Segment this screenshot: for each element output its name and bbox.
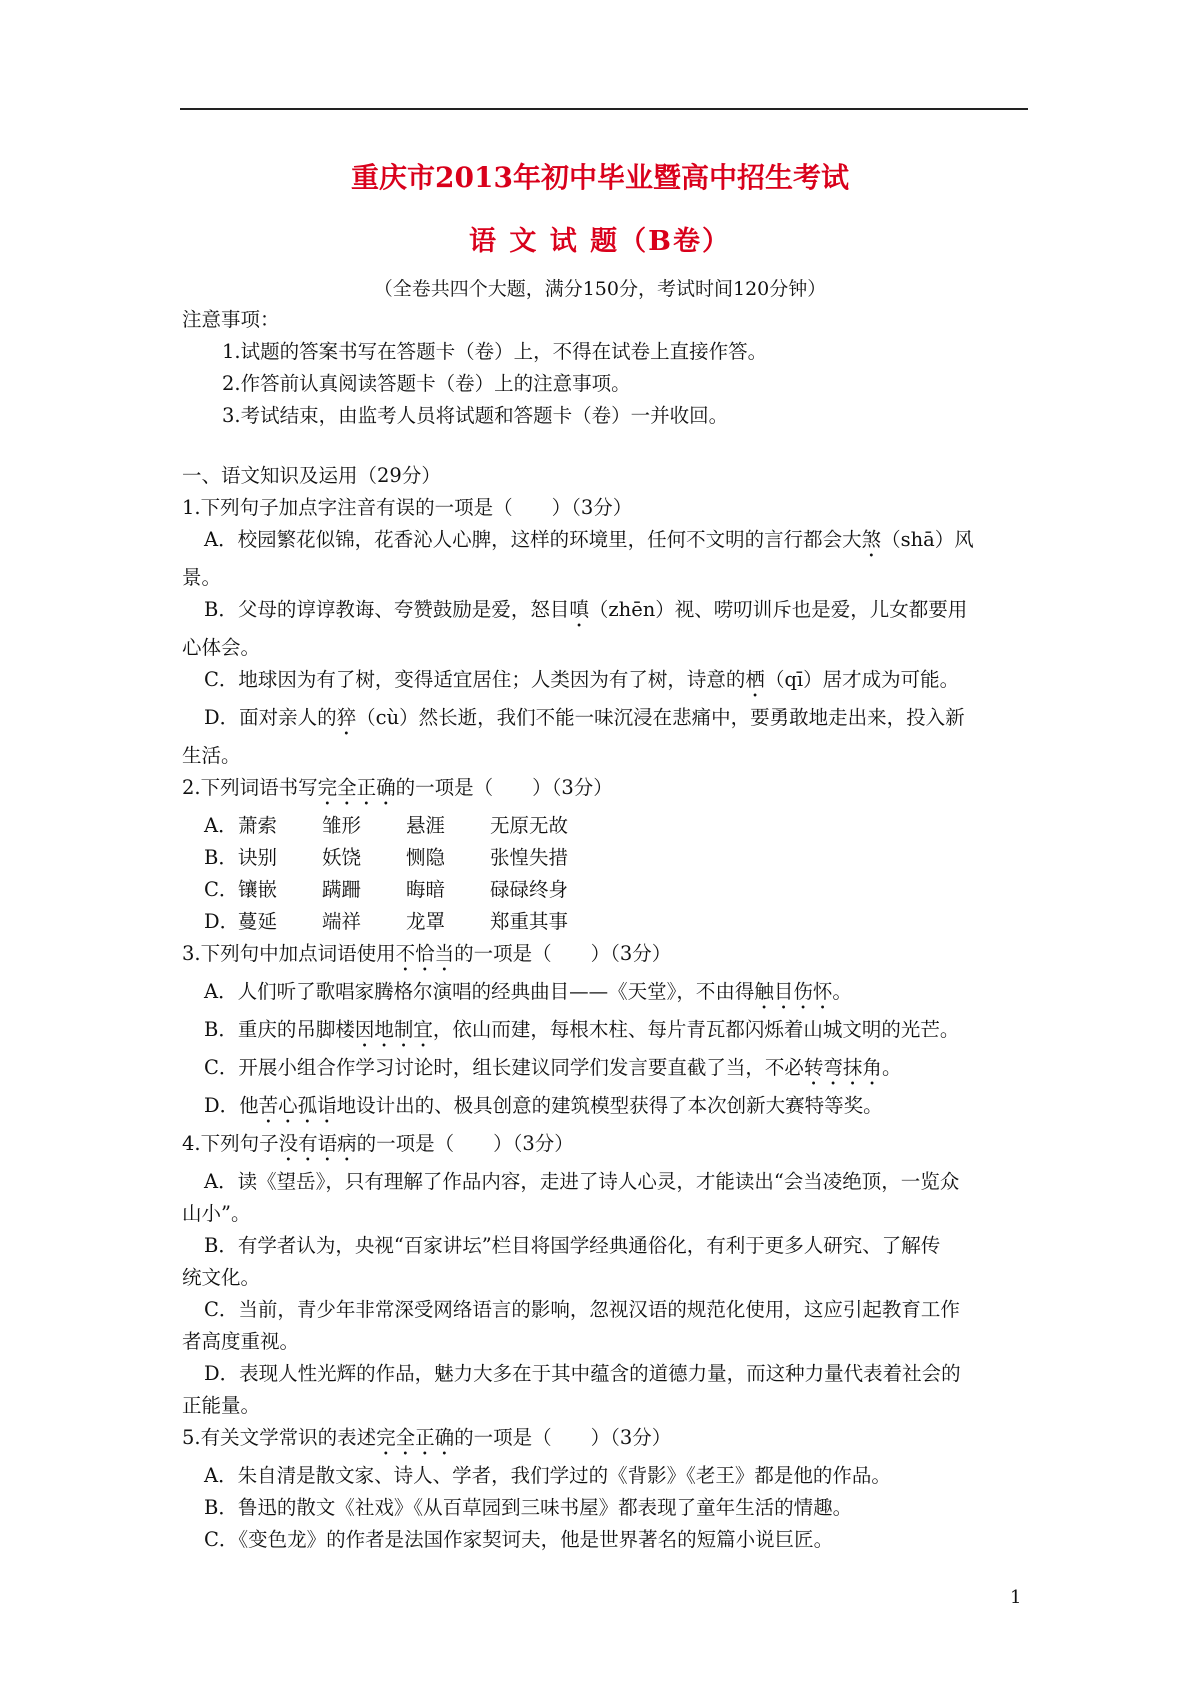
- dotted-word: 完全正确: [376, 1426, 455, 1449]
- section-gap: [182, 432, 1028, 460]
- question-2-stem: 2.下列词语书写完全正确的一项是（ ）（3分）: [182, 776, 613, 799]
- question-4-option-b-cont: 统文化。: [182, 1266, 261, 1289]
- question-3-stem: 3.下列句中加点词语使用不恰当的一项是（ ）（3分）: [182, 942, 672, 965]
- question-2-option-c: C．镶嵌 蹒跚 晦暗 碌碌终身: [204, 878, 569, 901]
- exam-info: （全卷共四个大题，满分150分，考试时间120分钟）: [373, 278, 827, 300]
- question-1-option-a-cont: 景。: [182, 566, 222, 589]
- question-1-option-d-cont: 生活。: [182, 744, 241, 767]
- question-1-option-c: C．地球因为有了树，变得适宜居住；人类因为有了树，诗意的栖（qī）居才成为可能。: [204, 668, 960, 691]
- page-number: 1: [1010, 1587, 1022, 1608]
- question-5-option-b: B．鲁迅的散文《社戏》《从百草园到三味书屋》都表现了童年生活的情趣。: [204, 1496, 853, 1519]
- question-4-option-a: A．读《望岳》，只有理解了作品内容，走进了诗人心灵，才能读出“会当凌绝顶，一览众: [204, 1170, 960, 1193]
- question-3-option-d: D．他苦心孤诣地设计出的、极具创意的建筑模型获得了本次创新大赛特等奖。: [204, 1094, 883, 1117]
- dotted-word: 不恰当: [395, 942, 455, 965]
- dotted-char: 煞: [861, 528, 882, 551]
- question-4-option-c-cont: 者高度重视。: [182, 1330, 300, 1353]
- question-4-option-d: D．表现人性光辉的作品，魅力大多在于其中蕴含的道德力量，而这种力量代表着社会的: [204, 1362, 961, 1385]
- question-4-option-b: B．有学者认为，央视“百家讲坛”栏目将国学经典通俗化，有利于更多人研究、了解传: [204, 1234, 941, 1257]
- question-4-stem: 4.下列句子没有语病的一项是（ ）（3分）: [182, 1132, 574, 1155]
- dotted-word: 因地制宜: [354, 1018, 433, 1041]
- exam-body: [182, 304, 1028, 1556]
- dotted-char: 栖: [745, 668, 765, 691]
- question-2-option-a: A．萧索 雏形 悬涯 无原无故: [204, 814, 569, 837]
- dotted-word: 没有语病: [278, 1132, 357, 1155]
- question-3-option-b: B．重庆的吊脚楼因地制宜，依山而建，每根木柱、每片青瓦都闪烁着山城文明的光芒。: [204, 1018, 960, 1041]
- question-2-option-d: D．蔓延 端祥 龙罩 郑重其事: [204, 910, 569, 933]
- notice-item: 3.考试结束，由监考人员将试题和答题卡（卷）一并收回。: [222, 404, 729, 427]
- question-1-stem: 1.下列句子加点字注音有误的一项是（ ）（3分）: [182, 496, 633, 519]
- dotted-word: 触目伤怀: [754, 980, 833, 1003]
- notice-heading: 注意事项：: [182, 308, 280, 331]
- exam-subject: 语 文 试 题（B卷）: [468, 226, 732, 257]
- question-5-option-c: C．《变色龙》的作者是法国作家契诃夫，他是世界著名的短篇小说巨匠。: [204, 1528, 834, 1551]
- dotted-char: 嗔: [569, 598, 589, 621]
- dotted-word: 完全正确: [317, 776, 396, 799]
- dotted-word: 苦心孤诣: [258, 1094, 337, 1117]
- question-1-option-d: D．面对亲人的猝（cù）然长逝，我们不能一味沉浸在悲痛中，要勇敢地走出来，投入新: [204, 706, 965, 729]
- question-2-option-b: B．诀别 妖饶 恻隐 张惶失措: [204, 846, 569, 869]
- notice-item: 2.作答前认真阅读答题卡（卷）上的注意事项。: [222, 372, 631, 395]
- question-5-option-a: A．朱自清是散文家、诗人、学者，我们学过的《背影》《老王》都是他的作品。: [204, 1464, 891, 1487]
- question-3-option-c: C．开展小组合作学习讨论时，组长建议同学们发言要直截了当，不必转弯抹角。: [204, 1056, 902, 1079]
- exam-title: 重庆市2013年初中毕业暨高中招生考试: [351, 161, 849, 194]
- question-4-option-a-cont: 山小”。: [182, 1202, 251, 1225]
- header-rule: [180, 108, 1028, 110]
- dotted-char: 猝: [336, 706, 357, 729]
- question-4-option-d-cont: 正能量。: [182, 1394, 261, 1417]
- section-heading: 一、语文知识及运用（29分）: [182, 464, 441, 487]
- dotted-word: 转弯抹角: [803, 1056, 882, 1079]
- question-1-option-b: B．父母的谆谆教诲、夸赞鼓励是爱，怒目嗔（zhēn）视、唠叨训斥也是爱，儿女都要用: [204, 598, 968, 621]
- question-1-option-a: A．校园繁花似锦，花香沁人心脾，这样的环境里，任何不文明的言行都会大煞（shā）风: [204, 528, 974, 551]
- question-4-option-c: C．当前，青少年非常深受网络语言的影响，忽视汉语的规范化使用，这应引起教育工作: [204, 1298, 960, 1321]
- question-3-option-a: A．人们听了歌唱家腾格尔演唱的经典曲目——《天堂》，不由得触目伤怀。: [204, 980, 852, 1003]
- notice-item: 1.试题的答案书写在答题卡（卷）上，不得在试卷上直接作答。: [222, 340, 768, 363]
- question-5-stem: 5.有关文学常识的表述完全正确的一项是（ ）（3分）: [182, 1426, 672, 1449]
- question-1-option-b-cont: 心体会。: [182, 636, 261, 659]
